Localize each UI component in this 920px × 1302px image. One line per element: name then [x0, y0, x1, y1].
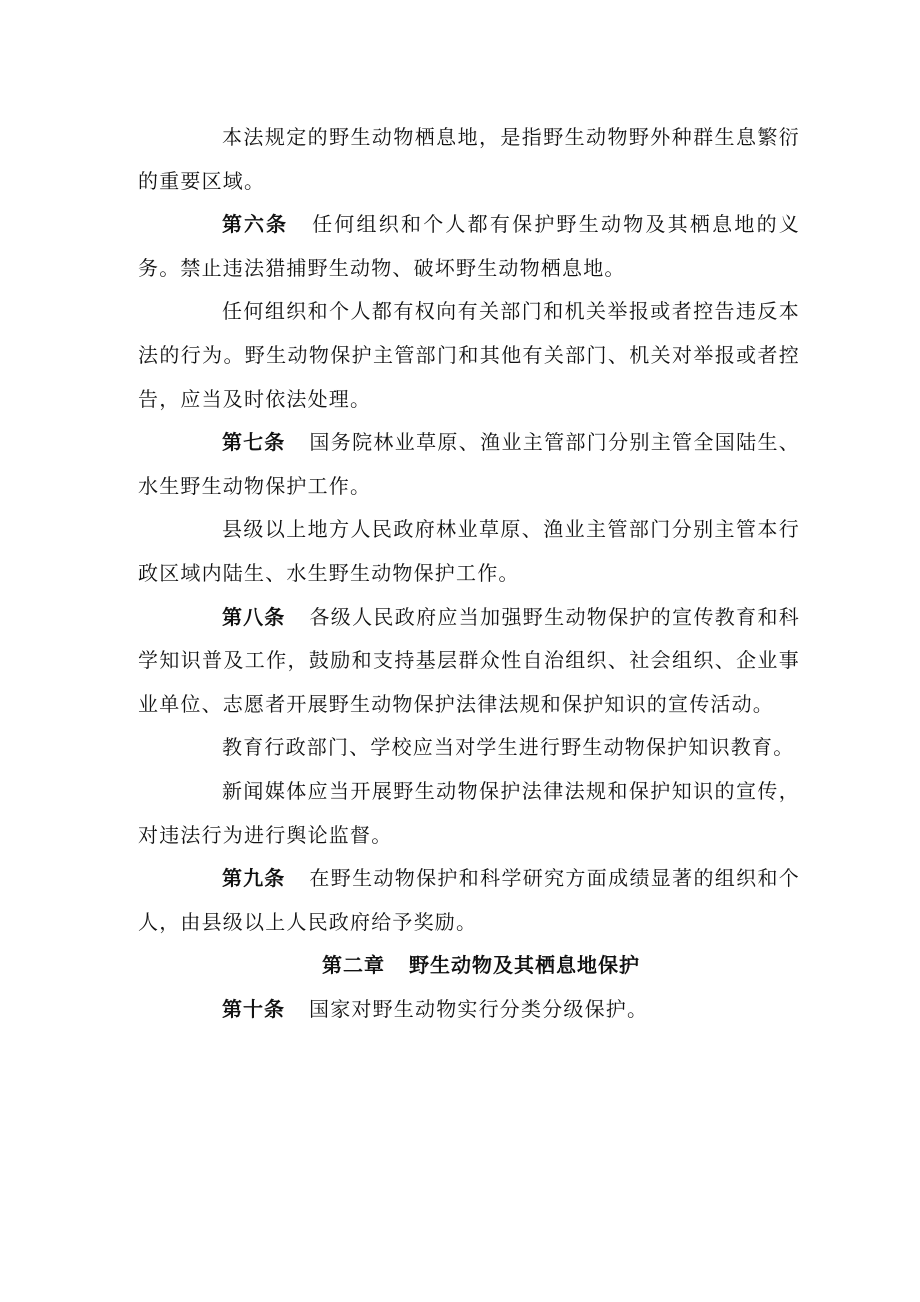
article-8: [138, 596, 800, 727]
chapter-title: 野生动物及其栖息地保护: [409, 953, 640, 978]
paragraph-text: 县级以上地方人民政府林业草原、渔业主管部门分别主管本行政区域内陆生、水生野生动物保护工作。: [138, 517, 800, 585]
paragraph-text: 国务院林业草原、渔业主管部门分别主管全国陆生、水生野生动物保护工作。: [138, 430, 801, 498]
article-number: 第六条: [222, 212, 289, 237]
paragraph-education: [138, 726, 800, 770]
article-7: [138, 421, 800, 508]
article-9: [138, 857, 800, 944]
article-10: [138, 988, 800, 1032]
article-number: 第九条: [222, 866, 286, 891]
paragraph-text: 任何组织和个人都有权向有关部门和机关举报或者控告违反本法的行为。野生动物保护主管部门和其他有关部门、机关对举报或者控告，应当及时依法处理。: [138, 299, 800, 411]
paragraph-text: 本法规定的野生动物栖息地，是指野生动物野外种群生息繁衍的重要区域。: [138, 125, 800, 193]
chapter-heading: [138, 944, 800, 988]
paragraph-text: 各级人民政府应当加强野生动物保护的宣传教育和科学知识普及工作，鼓励和支持基层群众性自治组织、社会组织、企业事业单位、志愿者开展野生动物保护法律法规和保护知识的宣传活动。: [138, 604, 801, 716]
paragraph-habitat-definition: [138, 116, 800, 203]
paragraph-local-authority: [138, 508, 800, 595]
chapter-number: 第二章: [322, 953, 385, 978]
document-body: [138, 116, 800, 1031]
article-number: 第十条: [222, 996, 285, 1021]
paragraph-text: 国家对野生动物实行分类分级保护。: [309, 996, 649, 1021]
paragraph-media: [138, 770, 800, 857]
paragraph-text: 新闻媒体应当开展野生动物保护法律法规和保护知识的宣传，对违法行为进行舆论监督。: [138, 778, 800, 847]
paragraph-text: 任何组织和个人都有保护野生动物及其栖息地的义务。禁止违法猎捕野生动物、破坏野生动物栖息地。: [138, 212, 800, 280]
paragraph-text: 在野生动物保护和科学研究方面成绩显著的组织和个人，由县级以上人民政府给予奖励。: [138, 866, 801, 934]
article-6: [138, 203, 800, 290]
paragraph-text: 教育行政部门、学校应当对学生进行野生动物保护知识教育。: [222, 735, 795, 760]
article-number: 第八条: [222, 604, 286, 629]
paragraph-report-right: [138, 290, 800, 421]
article-number: 第七条: [222, 430, 286, 455]
